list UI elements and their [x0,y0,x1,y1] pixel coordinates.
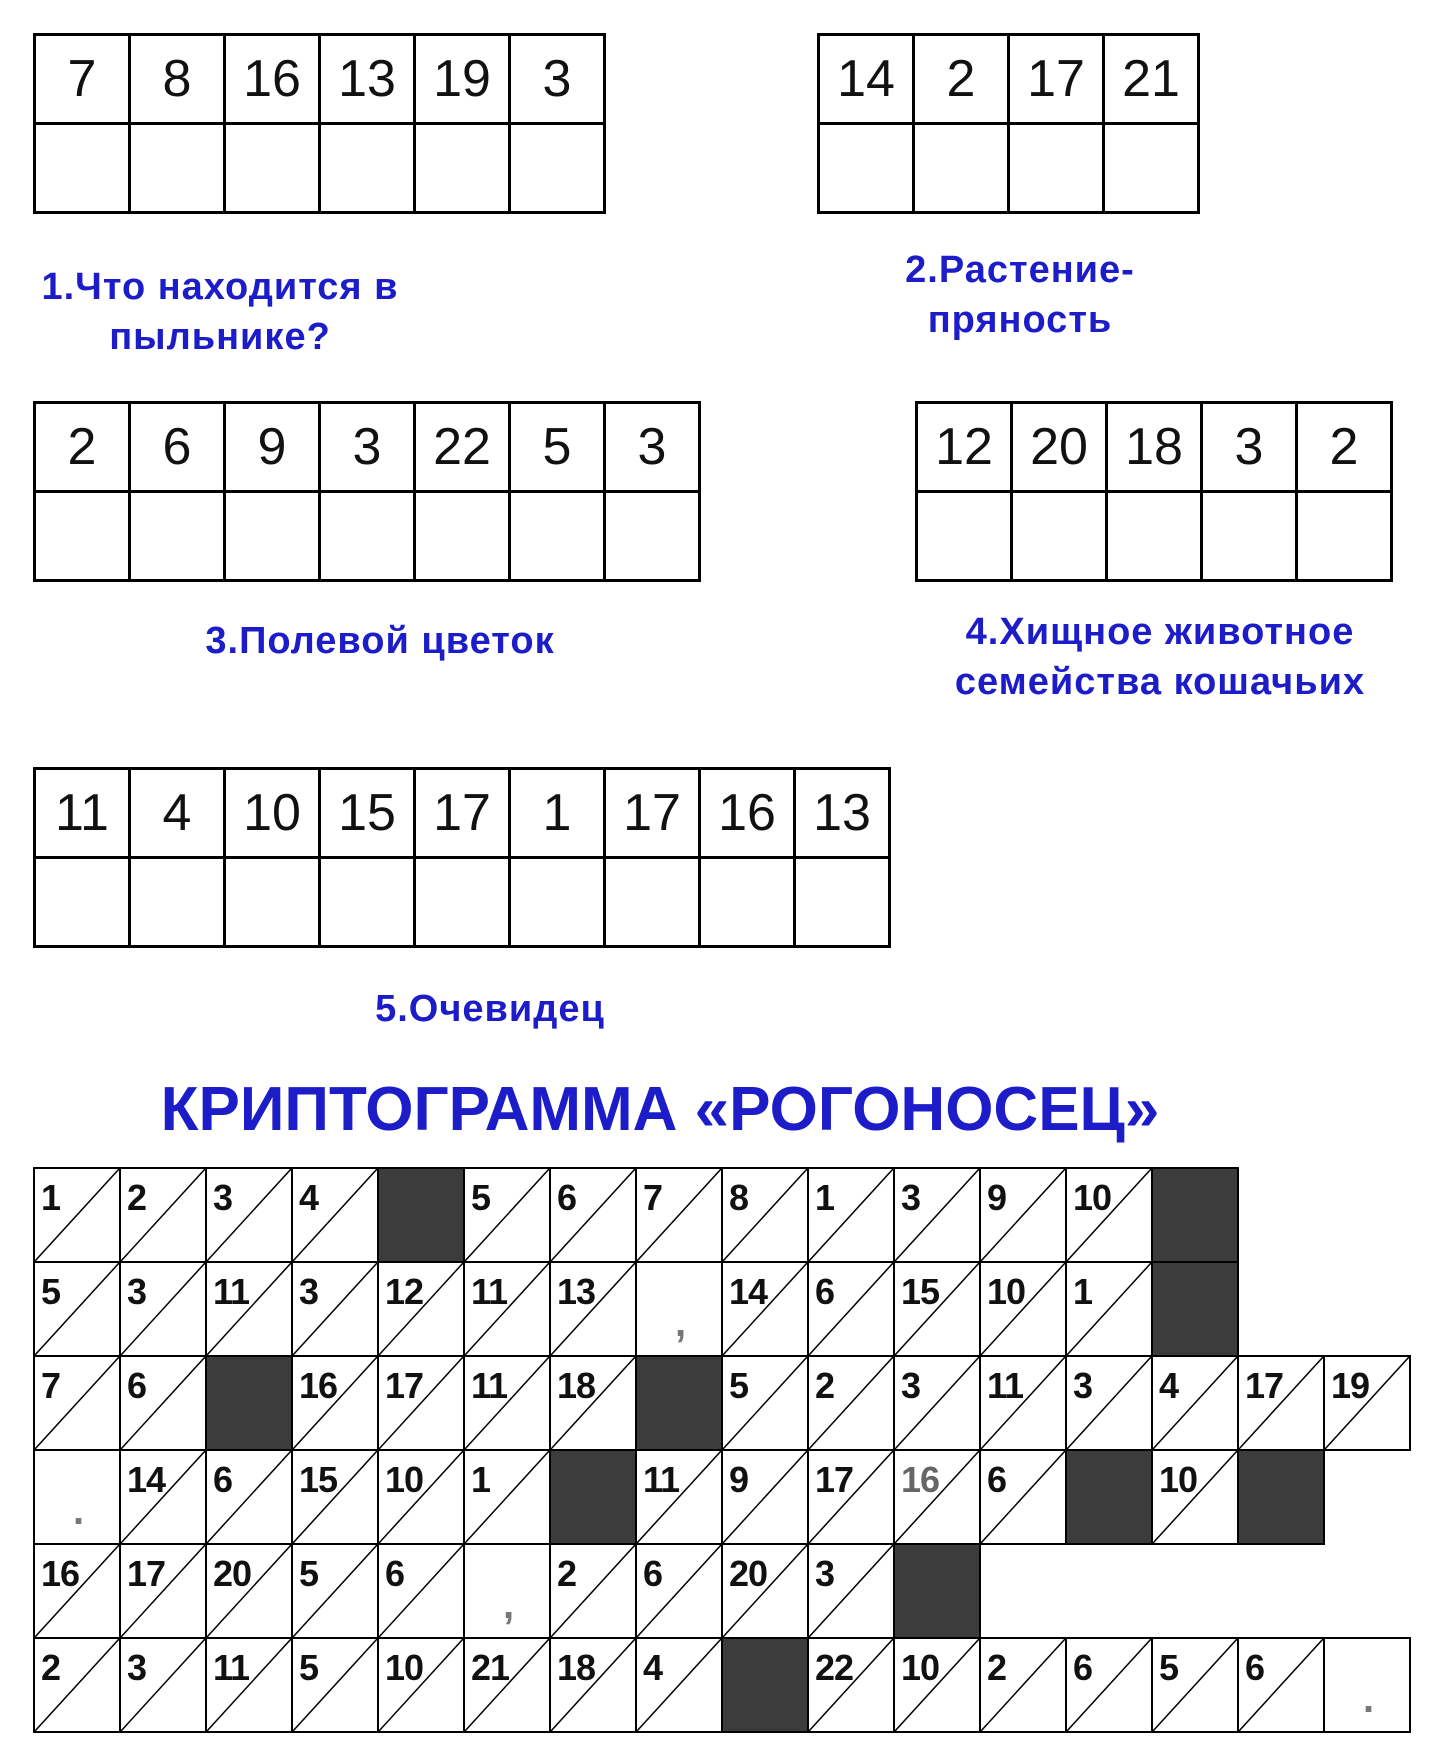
letter-cell[interactable] [1237,1355,1325,1451]
number-cell: 6 [130,403,225,492]
cell-number: 6 [815,1271,835,1312]
cell-number: 10 [385,1647,424,1688]
letter-cell[interactable] [807,1167,895,1263]
word-puzzle-4 [915,401,1393,582]
number-cell: 22 [415,403,510,492]
letter-cell[interactable] [549,1355,637,1451]
letter-cell[interactable] [33,1637,121,1733]
word-puzzle-1 [33,33,606,214]
letter-cell[interactable] [807,1543,895,1639]
letter-cell[interactable] [205,1261,293,1357]
cell-number: 2 [41,1647,61,1688]
cell-number: 7 [643,1177,663,1218]
answer-cell[interactable] [1107,492,1202,581]
letter-cell[interactable] [205,1543,293,1639]
cell-number: 14 [729,1271,768,1312]
punctuation-cell [33,1449,121,1545]
number-cell: 21 [1104,35,1199,124]
cell-number: 3 [299,1271,319,1312]
letter-cell[interactable] [549,1543,637,1639]
cell-number: 6 [987,1459,1007,1500]
cell-number: 17 [815,1459,854,1500]
letter-cell[interactable] [549,1167,637,1263]
letter-cell[interactable] [979,1167,1067,1263]
cell-number: 5 [299,1553,319,1594]
number-cell: 18 [1107,403,1202,492]
letter-cell[interactable] [1065,1355,1153,1451]
number-cell: 8 [130,35,225,124]
letter-cell[interactable] [463,1167,551,1263]
letter-cell[interactable] [979,1261,1067,1357]
cell-number: 5 [41,1271,61,1312]
letter-cell[interactable] [377,1261,465,1357]
letter-cell[interactable] [721,1167,809,1263]
cell-number: 22 [815,1647,854,1688]
clue-line: пряность [927,299,1113,341]
cell-number: 13 [557,1271,596,1312]
number-cell: 17 [1009,35,1104,124]
number-row [35,403,700,492]
black-cell [377,1167,465,1263]
letter-cell[interactable] [1237,1637,1325,1733]
answer-cell[interactable] [1104,124,1199,213]
cell-number: 3 [127,1647,147,1688]
cell-number: 9 [987,1177,1007,1218]
letter-cell[interactable] [549,1261,637,1357]
letter-cell[interactable] [1151,1637,1239,1733]
number-cell: 17 [605,769,700,858]
number-row [35,769,890,858]
cell-number: 11 [643,1459,680,1500]
cell-number: 7 [41,1365,61,1406]
cell-number: 2 [815,1365,835,1406]
clue-line: 5.Очевидец [375,988,605,1030]
punctuation-mark: . [1363,1677,1375,1721]
cell-number: 5 [729,1365,749,1406]
black-cell [1065,1449,1153,1545]
answer-cell[interactable] [914,124,1009,213]
number-cell: 19 [415,35,510,124]
cell-number: 17 [385,1365,424,1406]
cell-number: 1 [815,1177,835,1218]
letter-cell[interactable] [807,1355,895,1451]
cell-number: 16 [41,1553,80,1594]
cell-number: 10 [987,1271,1026,1312]
answer-cell[interactable] [700,858,795,947]
cell-number: 6 [127,1365,147,1406]
clue-line: пыльнике? [109,316,331,358]
clue-2 [830,245,1210,345]
number-row [819,35,1199,124]
answer-cell[interactable] [795,858,890,947]
number-cell: 3 [510,35,605,124]
clue-line: 4.Хищное животное [965,611,1355,653]
letter-cell[interactable] [1065,1261,1153,1357]
answer-cell[interactable] [819,124,914,213]
clue-line: 1.Что находится в [41,266,399,308]
number-cell: 2 [1297,403,1392,492]
letter-cell[interactable] [377,1543,465,1639]
number-cell: 7 [35,35,130,124]
cell-number: 6 [1073,1647,1093,1688]
cell-number: 17 [127,1553,166,1594]
number-cell: 3 [605,403,700,492]
letter-cell[interactable] [377,1355,465,1451]
word-table-2 [817,33,1200,214]
letter-cell[interactable] [979,1355,1067,1451]
word-puzzle-2 [817,33,1200,214]
answer-cell[interactable] [130,492,225,581]
letter-cell[interactable] [1065,1637,1153,1733]
black-cell [1151,1167,1239,1263]
letter-cell[interactable] [807,1261,895,1357]
answer-cell[interactable] [1012,492,1107,581]
letter-cell[interactable] [721,1543,809,1639]
letter-cell[interactable] [721,1355,809,1451]
cell-number: 1 [1073,1271,1093,1312]
cell-number: 3 [1073,1365,1093,1406]
punctuation-mark: , [503,1583,515,1627]
clue-4 [900,607,1420,707]
answer-cell[interactable] [415,492,510,581]
punctuation-cell [1323,1637,1411,1733]
answer-cell[interactable] [1297,492,1392,581]
number-cell: 4 [130,769,225,858]
cell-number: 11 [471,1365,508,1406]
answer-cell[interactable] [605,858,700,947]
letter-cell[interactable] [291,1261,379,1357]
cell-number: 2 [557,1553,577,1594]
word-puzzle-3 [33,401,701,582]
letter-cell[interactable] [893,1261,981,1357]
black-cell [1237,1449,1325,1545]
answer-row[interactable] [917,492,1392,581]
cell-number: 15 [901,1271,940,1312]
answer-cell[interactable] [130,858,225,947]
number-cell: 2 [914,35,1009,124]
letter-cell[interactable] [893,1637,981,1733]
page-title: КРИПТОГРАММА «РОГОНОСЕЦ» [160,1075,1160,1144]
cell-number: 6 [1245,1647,1265,1688]
letter-cell[interactable] [979,1637,1067,1733]
answer-cell[interactable] [1009,124,1104,213]
letter-cell[interactable] [291,1637,379,1733]
cell-number: 10 [1159,1459,1198,1500]
number-cell: 20 [1012,403,1107,492]
number-cell: 15 [320,769,415,858]
letter-cell[interactable] [893,1449,981,1545]
answer-row[interactable] [35,858,890,947]
number-cell: 16 [225,35,320,124]
answer-cell[interactable] [320,124,415,213]
cell-number: 2 [987,1647,1007,1688]
letter-cell[interactable] [291,1449,379,1545]
punctuation-mark: . [73,1489,85,1533]
cell-number: 10 [1073,1177,1112,1218]
word-puzzle-5 [33,767,891,948]
number-cell: 12 [917,403,1012,492]
answer-cell[interactable] [35,858,130,947]
number-cell: 3 [320,403,415,492]
cell-number: 9 [729,1459,749,1500]
letter-cell[interactable] [33,1355,121,1451]
letter-cell[interactable] [291,1355,379,1451]
letter-cell[interactable] [721,1261,809,1357]
cell-number: 10 [385,1459,424,1500]
letter-cell[interactable] [119,1167,207,1263]
cell-number: 6 [213,1459,233,1500]
cell-number: 3 [815,1553,835,1594]
cell-number: 19 [1331,1365,1370,1406]
cell-number: 21 [471,1647,510,1688]
answer-row[interactable] [35,492,700,581]
cell-number: 20 [213,1553,252,1594]
letter-cell[interactable] [33,1167,121,1263]
cell-number: 11 [987,1365,1024,1406]
cell-number: 3 [213,1177,233,1218]
clue-line: 2.Растение- [905,249,1135,291]
letter-cell[interactable] [463,1355,551,1451]
cell-number: 11 [213,1271,250,1312]
letter-cell[interactable] [635,1449,723,1545]
letter-cell[interactable] [33,1543,121,1639]
answer-cell[interactable] [225,124,320,213]
black-cell [549,1449,637,1545]
number-cell: 13 [795,769,890,858]
black-cell [721,1637,809,1733]
letter-cell[interactable] [807,1637,895,1733]
black-cell [893,1543,981,1639]
number-row [35,35,605,124]
cell-number: 18 [557,1365,596,1406]
cell-number: 17 [1245,1365,1284,1406]
cell-number: 5 [299,1647,319,1688]
answer-cell[interactable] [510,858,605,947]
answer-cell[interactable] [35,492,130,581]
letter-cell[interactable] [893,1355,981,1451]
cell-number: 6 [385,1553,405,1594]
cell-number: 2 [127,1177,147,1218]
letter-cell[interactable] [1323,1355,1411,1451]
cell-number: 5 [471,1177,491,1218]
letter-cell[interactable] [549,1637,637,1733]
letter-cell[interactable] [377,1449,465,1545]
cell-number: 5 [1159,1647,1179,1688]
cell-number: 16 [299,1365,338,1406]
letter-cell[interactable] [979,1449,1067,1545]
cell-number: 1 [41,1177,61,1218]
answer-cell[interactable] [510,492,605,581]
clue-line: 3.Полевой цветок [205,620,555,662]
answer-row[interactable] [819,124,1199,213]
answer-cell[interactable] [35,124,130,213]
number-cell: 1 [510,769,605,858]
letter-cell[interactable] [377,1637,465,1733]
number-cell: 14 [819,35,914,124]
letter-cell[interactable] [119,1355,207,1451]
cell-number: 12 [385,1271,424,1312]
answer-cell[interactable] [225,492,320,581]
cell-number: 14 [127,1459,166,1500]
word-table-5 [33,767,891,948]
answer-cell[interactable] [1202,492,1297,581]
cell-number: 3 [901,1177,921,1218]
letter-cell[interactable] [635,1637,723,1733]
cell-number: 8 [729,1177,749,1218]
letter-cell[interactable] [119,1637,207,1733]
letter-cell[interactable] [893,1167,981,1263]
punctuation-cell [635,1261,723,1357]
number-cell: 10 [225,769,320,858]
answer-cell[interactable] [320,858,415,947]
cell-number: 10 [901,1647,940,1688]
clue-3 [150,616,610,666]
answer-cell[interactable] [605,492,700,581]
letter-cell[interactable] [291,1543,379,1639]
letter-cell[interactable] [291,1167,379,1263]
cell-number: 18 [557,1647,596,1688]
cell-number: 11 [213,1647,250,1688]
cell-number: 3 [127,1271,147,1312]
answer-cell[interactable] [917,492,1012,581]
black-cell [1151,1261,1239,1357]
letter-cell[interactable] [463,1449,551,1545]
cell-number: 15 [299,1459,338,1500]
letter-cell[interactable] [807,1449,895,1545]
number-cell: 13 [320,35,415,124]
cell-number: 4 [1159,1365,1179,1406]
word-table-1 [33,33,606,214]
letter-cell[interactable] [119,1449,207,1545]
letter-cell[interactable] [119,1261,207,1357]
letter-cell[interactable] [33,1261,121,1357]
cell-number: 1 [471,1459,491,1500]
number-row [917,403,1392,492]
letter-cell[interactable] [635,1543,723,1639]
word-table-3 [33,401,701,582]
letter-cell[interactable] [1065,1167,1153,1263]
number-cell: 11 [35,769,130,858]
word-table-4 [915,401,1393,582]
cell-number: 6 [643,1553,663,1594]
answer-cell[interactable] [415,858,510,947]
punctuation-mark: , [675,1301,687,1345]
answer-cell[interactable] [320,492,415,581]
letter-cell[interactable] [205,1167,293,1263]
letter-cell[interactable] [463,1637,551,1733]
black-cell [205,1355,293,1451]
cell-number: 11 [471,1271,508,1312]
number-cell: 2 [35,403,130,492]
letter-cell[interactable] [721,1449,809,1545]
answer-cell[interactable] [415,124,510,213]
clue-line: семейства кошачьих [954,661,1366,703]
cell-number: 16 [901,1459,940,1500]
letter-cell[interactable] [119,1543,207,1639]
number-cell: 3 [1202,403,1297,492]
clue-1 [0,262,440,362]
letter-cell[interactable] [205,1449,293,1545]
letter-cell[interactable] [635,1167,723,1263]
answer-cell[interactable] [510,124,605,213]
letter-cell[interactable] [205,1637,293,1733]
black-cell [635,1355,723,1451]
number-cell: 5 [510,403,605,492]
letter-cell[interactable] [1151,1449,1239,1545]
cell-number: 3 [901,1365,921,1406]
cell-number: 4 [299,1177,319,1218]
cell-number: 4 [643,1647,663,1688]
answer-cell[interactable] [130,124,225,213]
letter-cell[interactable] [1151,1355,1239,1451]
cell-number: 6 [557,1177,577,1218]
clue-5 [280,984,700,1034]
number-cell: 9 [225,403,320,492]
cell-number: 20 [729,1553,768,1594]
punctuation-cell [463,1543,551,1639]
answer-row[interactable] [35,124,605,213]
number-cell: 17 [415,769,510,858]
number-cell: 16 [700,769,795,858]
letter-cell[interactable] [463,1261,551,1357]
answer-cell[interactable] [225,858,320,947]
